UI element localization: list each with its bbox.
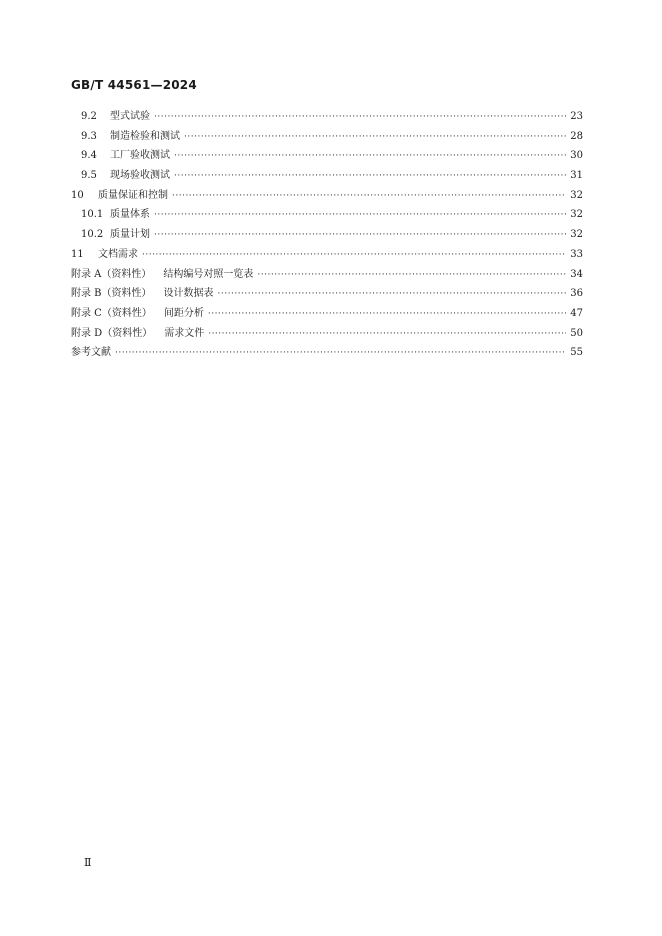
toc-entry-number: 9.5 (81, 170, 97, 182)
toc-entry-page: 28 (570, 130, 583, 142)
toc-entry-page: 36 (570, 288, 583, 300)
toc-entry-title: 间距分析 (163, 307, 204, 319)
toc-entry-page: 55 (570, 347, 583, 359)
toc-entry-appendix[interactable] (71, 265, 583, 285)
toc-entry-appendix[interactable] (71, 304, 583, 324)
toc-appendix-label: 附录 B（资料性） (71, 288, 152, 300)
toc-leader-dots (208, 329, 566, 339)
toc-leader-dots (154, 112, 566, 122)
toc-entry[interactable] (71, 225, 583, 245)
toc-entry-number: 9.3 (81, 130, 97, 142)
toc-entry[interactable] (71, 245, 583, 265)
toc-leader-dots (218, 289, 567, 299)
toc-leader-dots (115, 348, 566, 358)
toc-entry-title: 设计数据表 (163, 288, 214, 300)
toc-entry-title: 质量体系 (110, 209, 150, 221)
toc-entry[interactable] (71, 127, 583, 147)
toc-leader-dots (208, 309, 566, 319)
toc-entry-title: 质量保证和控制 (98, 189, 168, 201)
toc-leader-dots (142, 250, 566, 260)
toc-entry-title: 现场验收测试 (110, 170, 170, 182)
toc-entry-page: 32 (570, 229, 583, 241)
toc-entry-page: 32 (570, 189, 583, 201)
toc-leader-dots (154, 230, 566, 240)
toc-entry-number: 9.4 (81, 150, 97, 162)
toc-entry[interactable] (71, 107, 583, 127)
toc-entry-page: 47 (570, 307, 583, 319)
toc-entry-number: 10.1 (81, 209, 104, 221)
toc-appendix-label: 附录 A（资料性） (71, 268, 152, 280)
toc-entry[interactable] (71, 166, 583, 186)
toc-appendix-label: 附录 D（资料性） (71, 327, 153, 339)
toc-entry-title: 参考文献 (71, 347, 111, 359)
standard-code-header: GB/T 44561—2024 (71, 78, 197, 92)
toc-leader-dots (174, 151, 566, 161)
toc-appendix-label: 附录 C（资料性） (71, 307, 152, 319)
toc-entry[interactable] (71, 186, 583, 206)
toc-entry-number: 9.2 (81, 111, 97, 122)
toc-entry-page: 34 (570, 268, 583, 280)
toc-entry-appendix[interactable] (71, 324, 583, 344)
toc-entry-page: 30 (570, 150, 583, 162)
toc-entry-page: 33 (570, 248, 583, 260)
toc-entry-title: 制造检验和测试 (110, 130, 180, 142)
toc-entry-page: 50 (570, 327, 583, 339)
toc-entry[interactable] (71, 146, 583, 166)
toc-entry[interactable] (71, 205, 583, 225)
toc-entry-title: 文档需求 (98, 248, 138, 260)
toc-entry-title: 工厂验收测试 (110, 150, 170, 162)
toc-entry-page: 32 (570, 209, 583, 221)
toc-leader-dots (172, 191, 566, 201)
toc-leader-dots (174, 171, 566, 181)
toc-entry-page: 23 (570, 111, 583, 122)
toc-leader-dots (154, 210, 566, 220)
toc-entry-page: 31 (570, 170, 583, 182)
toc-entry-title: 结构编号对照一览表 (163, 268, 254, 280)
toc-leader-dots (257, 270, 566, 280)
toc-entry-number: 10 (71, 189, 84, 201)
toc-entry-title: 质量计划 (110, 229, 150, 241)
page-number-footer: Ⅱ (84, 856, 92, 869)
toc-entry-title: 需求文件 (164, 327, 205, 339)
toc-entry-references[interactable] (71, 343, 583, 363)
toc-entry-title: 型式试验 (110, 111, 150, 122)
toc-entry-number: 11 (71, 248, 84, 260)
toc-entry-appendix[interactable] (71, 284, 583, 304)
table-of-contents (71, 107, 583, 363)
toc-leader-dots (184, 132, 566, 142)
toc-entry-number: 10.2 (81, 229, 104, 241)
